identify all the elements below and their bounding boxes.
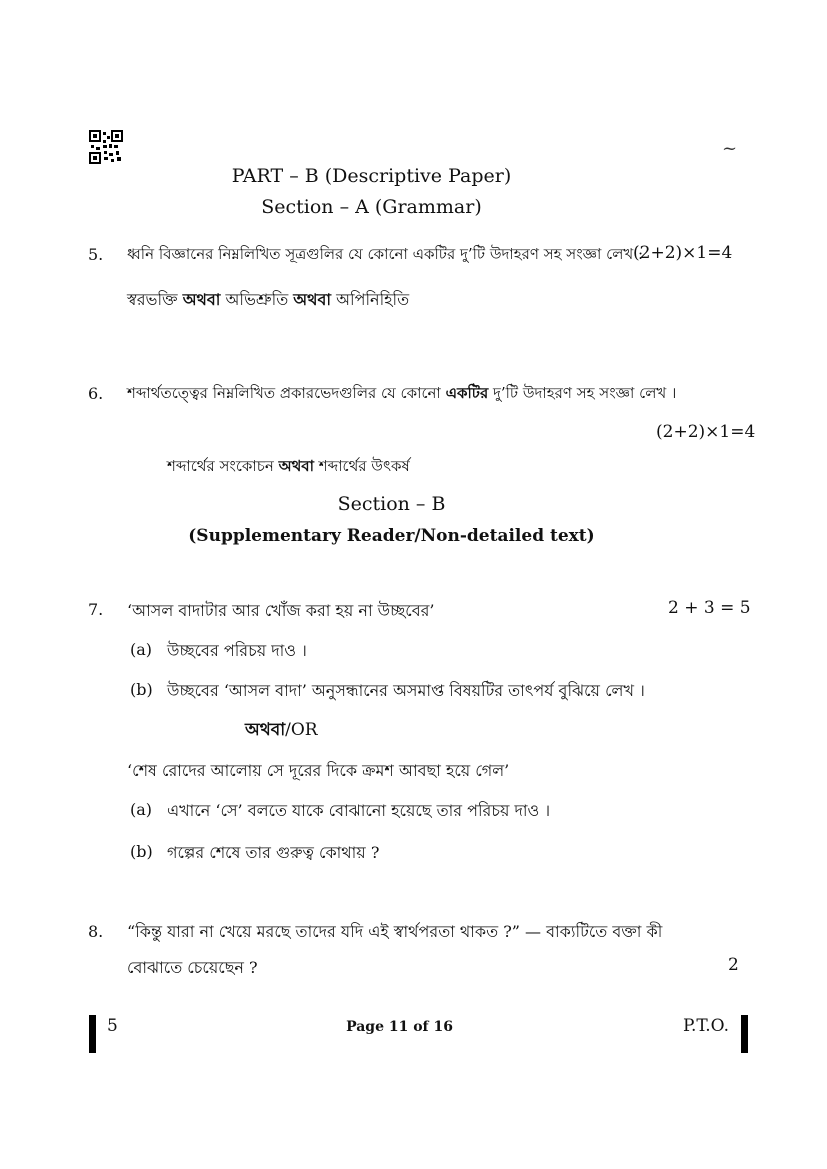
question-6-marks: (2+2)×1=4 [656,422,756,442]
question-8-marks: 2 [728,955,739,975]
q5-or-2: অথবা [293,290,332,309]
q5-option-2: অভিশ্রুতি [225,290,289,309]
question-6-options [167,455,410,480]
section-b-title: Section – B [337,493,446,515]
question-5-marks: (2+2)×1=4 [633,243,733,263]
question-5-text: ধ্বনি বিজ্ঞানের নিম্নলিখিত সূত্রগুলির যে কোনো একটির দু’টি উদাহরণ সহ সংজ্ঞা লেখ : [127,245,644,263]
q5-option-1: স্বরভক্তি [127,290,178,309]
q7-alt-b-label: (b) [130,842,153,861]
q7-a-text: উচ্ছবের পরিচয় দাও । [167,641,307,660]
question-7-quote: ‘আসল বাদাটার আর খোঁজ করা হয় না উচ্ছবের’ [127,601,435,620]
section-b-subtitle: (Supplementary Reader/Non-detailed text) [188,526,595,546]
footer-code: 5 [107,1016,118,1036]
q7-alt-a-label: (a) [130,800,153,819]
q7-or-english: /OR [285,720,318,740]
q7-b-text: উচ্ছবের ‘আসল বাদা’ অনুসন্ধানের অসমাপ্ত বিষয়টির তাৎপর্য বুঝিয়ে লেখ । [167,681,645,700]
question-8-line-1: “কিন্তু যারা না খেয়ে মরছে তাদের যদি এই স্বার্থপরতা থাকত ?” — বাক্যটিতে বক্তা কী [127,922,663,941]
qr-code-icon [89,130,123,164]
question-7-marks: 2 + 3 = 5 [668,598,751,618]
question-7-number: 7. [88,600,104,619]
section-a-title: Section – A (Grammar) [261,196,482,218]
pto-label: P.T.O. [683,1016,729,1036]
q6-text-post: দু’টি উদাহরণ সহ সংজ্ঞা লেখ । [492,384,677,402]
q5-or-1: অথবা [182,290,221,309]
q7-alt-quote: ‘শেষ রোদের আলোয় সে দূরের দিকে ক্রমশ আবছা হয়ে গেল’ [127,761,510,780]
q7-or-bengali: অথবা [245,720,286,740]
question-6-text [127,382,676,407]
question-8-number: 8. [88,922,104,941]
q7-or [245,717,318,745]
q7-b-label: (b) [130,680,153,699]
question-6-number: 6. [88,384,104,403]
part-title: PART – B (Descriptive Paper) [231,165,512,187]
page-number: Page 11 of 16 [346,1019,453,1035]
q7-alt-a-text: এখানে ‘সে’ বলতে যাকে বোঝানো হয়েছে তার পরিচয় দাও । [167,801,551,820]
q6-text-bold: একটির [445,384,489,402]
q7-a-label: (a) [130,640,153,659]
corner-mark: ~ [722,138,738,159]
question-8-line-2: বোঝাতে চেয়েছেন ? [127,958,258,977]
q6-text-pre: শব্দার্থতত্ত্বের নিম্নলিখিত প্রকারভেদগুলির যে কোনো [127,384,441,402]
q5-option-3: অপিনিহিতি [336,290,410,309]
q6-or-1: অথবা [278,457,314,475]
q6-option-2: শব্দার্থের উৎকর্ষ [318,457,410,475]
question-5-number: 5. [88,245,104,264]
q6-option-1: শব্দার্থের সংকোচন [167,457,274,475]
q7-alt-b-text: গল্পের শেষে তার গুরুত্ব কোথায় ? [167,843,380,862]
question-5-options [127,287,409,314]
footer-right-bar [741,1015,748,1053]
